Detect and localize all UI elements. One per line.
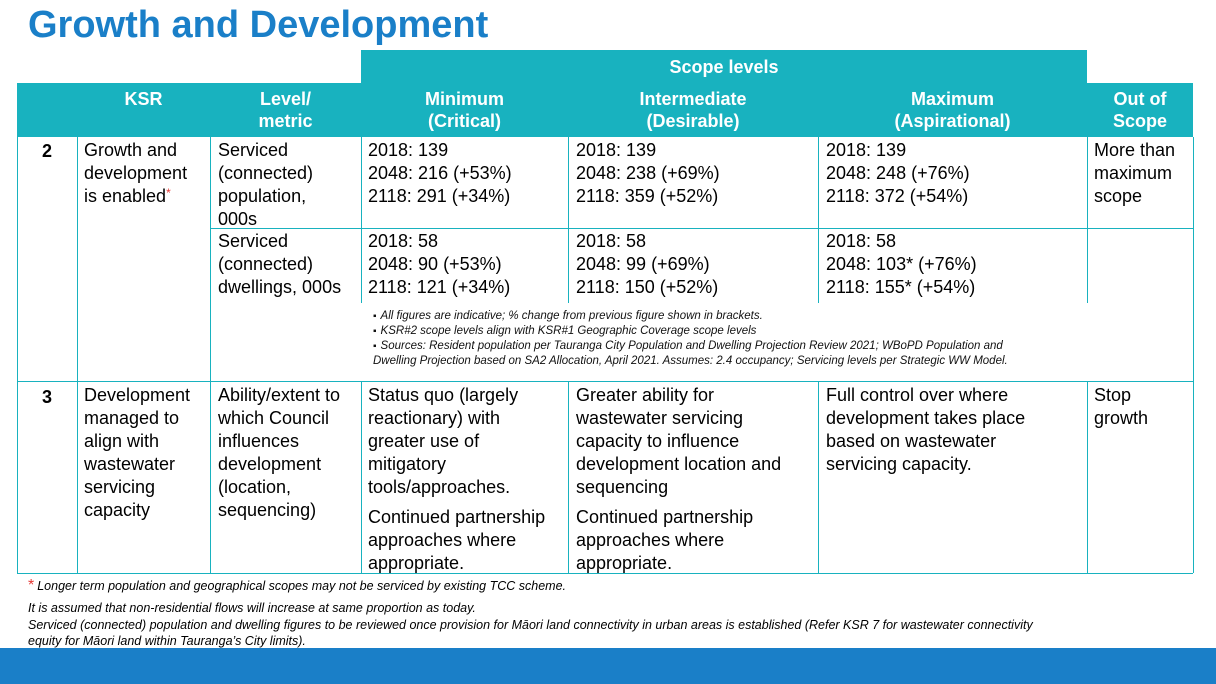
grid-line	[210, 228, 1193, 229]
maximum-cell: 2018: 139 2048: 248 (+76%) 2118: 372 (+54%)	[826, 140, 970, 206]
note-item: ▪ All figures are indicative; % change from previous figure shown in brackets.	[373, 309, 1008, 324]
note-item: ▪ Sources: Resident population per Tauranga City Population and Dwelling Projection Review 2021; WBoPD Population and Dwelling Projection based on SA2 Allocation, April 2021. Assumes: 2.4 occupancy; Servicing levels per Strategic WW Model.	[373, 339, 1008, 369]
col-header-out-of-scope-label: Out of Scope	[1112, 89, 1168, 131]
out-of-scope-cell: More than maximum scope	[1094, 140, 1176, 206]
metric-cell: Serviced (connected) population, 000s	[218, 140, 314, 229]
scope-levels-label: Scope levels	[669, 56, 779, 77]
footnote-marker: *	[28, 577, 35, 594]
footnote-marker: *	[166, 186, 171, 200]
col-header-level-metric-label: Level/ metric	[258, 89, 313, 131]
figure-notes	[373, 309, 1008, 369]
footnote-1	[28, 578, 566, 594]
maximum-cell: 2018: 58 2048: 103* (+76%) 2118: 155* (+54%)	[826, 231, 977, 297]
col-header-intermediate	[568, 83, 818, 137]
col-header-intermediate-label: Intermediate (Desirable)	[639, 89, 747, 131]
col-header-minimum-label: Minimum (Critical)	[425, 89, 504, 131]
scope-levels-header	[361, 50, 1087, 83]
out-of-scope-cell: Stop growth	[1094, 385, 1149, 428]
note-item: ▪ KSR#2 scope levels align with KSR#1 Geographic Coverage scope levels	[373, 324, 1008, 339]
minimum-cell: Status quo (largely reactionary) with greater use of mitigatory tools/approaches.	[368, 385, 519, 497]
footer-bar	[0, 648, 1216, 684]
intermediate-cell: 2018: 58 2048: 99 (+69%) 2118: 150 (+52%)	[576, 231, 719, 297]
minimum-cell: 2018: 139 2048: 216 (+53%) 2118: 291 (+34%)	[368, 140, 512, 206]
page-title: Growth and Development	[28, 4, 489, 46]
grid-line	[361, 381, 362, 573]
grid-line	[568, 381, 569, 573]
intermediate-cell: 2018: 139 2048: 238 (+69%) 2118: 359 (+52%)	[576, 140, 720, 206]
maximum-cell: Full control over where development takes place based on wastewater servicing capacity.	[826, 385, 1026, 474]
ksr-number: 2	[41, 141, 52, 161]
footnote-3: Serviced (connected) population and dwelling figures to be reviewed once provision for Māori land connectivity in urban areas is established (Refer KSR 7 for wastewater connectivity equity for Māori land within Tauranga’s City limits).	[28, 618, 1033, 648]
intermediate-cell: Greater ability for wastewater servicing capacity to influence development location and sequencing	[576, 385, 782, 497]
minimum-cell-continued: Continued partnership approaches where appropriate.	[368, 507, 546, 573]
footnote-2: It is assumed that non-residential flows will increase at same proportion as today.	[28, 601, 476, 615]
minimum-cell: 2018: 58 2048: 90 (+53%) 2118: 121 (+34%)	[368, 231, 511, 297]
ksr-description: Development managed to align with wastewater servicing capacity	[84, 385, 191, 520]
grid-line	[1193, 137, 1194, 573]
grid-line	[1087, 137, 1088, 303]
col-header-maximum	[818, 83, 1087, 137]
grid-line	[17, 137, 18, 573]
col-header-maximum-label: Maximum (Aspirational)	[894, 89, 1011, 131]
grid-line	[361, 137, 362, 303]
ksr-number: 3	[41, 387, 52, 407]
grid-line	[210, 137, 211, 573]
metric-cell: Serviced (connected) dwellings, 000s	[218, 231, 342, 297]
col-header-level-metric	[210, 83, 361, 137]
intermediate-cell-continued: Continued partnership approaches where appropriate.	[576, 507, 754, 573]
grid-line	[1087, 381, 1088, 573]
ksr-description: Growth and development is enabled	[84, 140, 188, 206]
col-header-ksr	[77, 83, 210, 137]
grid-line	[818, 381, 819, 573]
grid-line	[568, 137, 569, 303]
col-header-out-of-scope	[1087, 83, 1193, 137]
grid-line	[818, 137, 819, 303]
ksr-cell	[84, 139, 187, 208]
grid-line	[77, 137, 78, 573]
col-header-minimum	[361, 83, 568, 137]
grid-line	[17, 381, 1193, 382]
footnote-1-text: Longer term population and geographical scopes may not be serviced by existing TCC scheme.	[37, 579, 566, 593]
col-header-ksr-label: KSR	[124, 89, 163, 109]
metric-cell: Ability/extent to which Council influences development (location, sequencing)	[218, 385, 341, 520]
